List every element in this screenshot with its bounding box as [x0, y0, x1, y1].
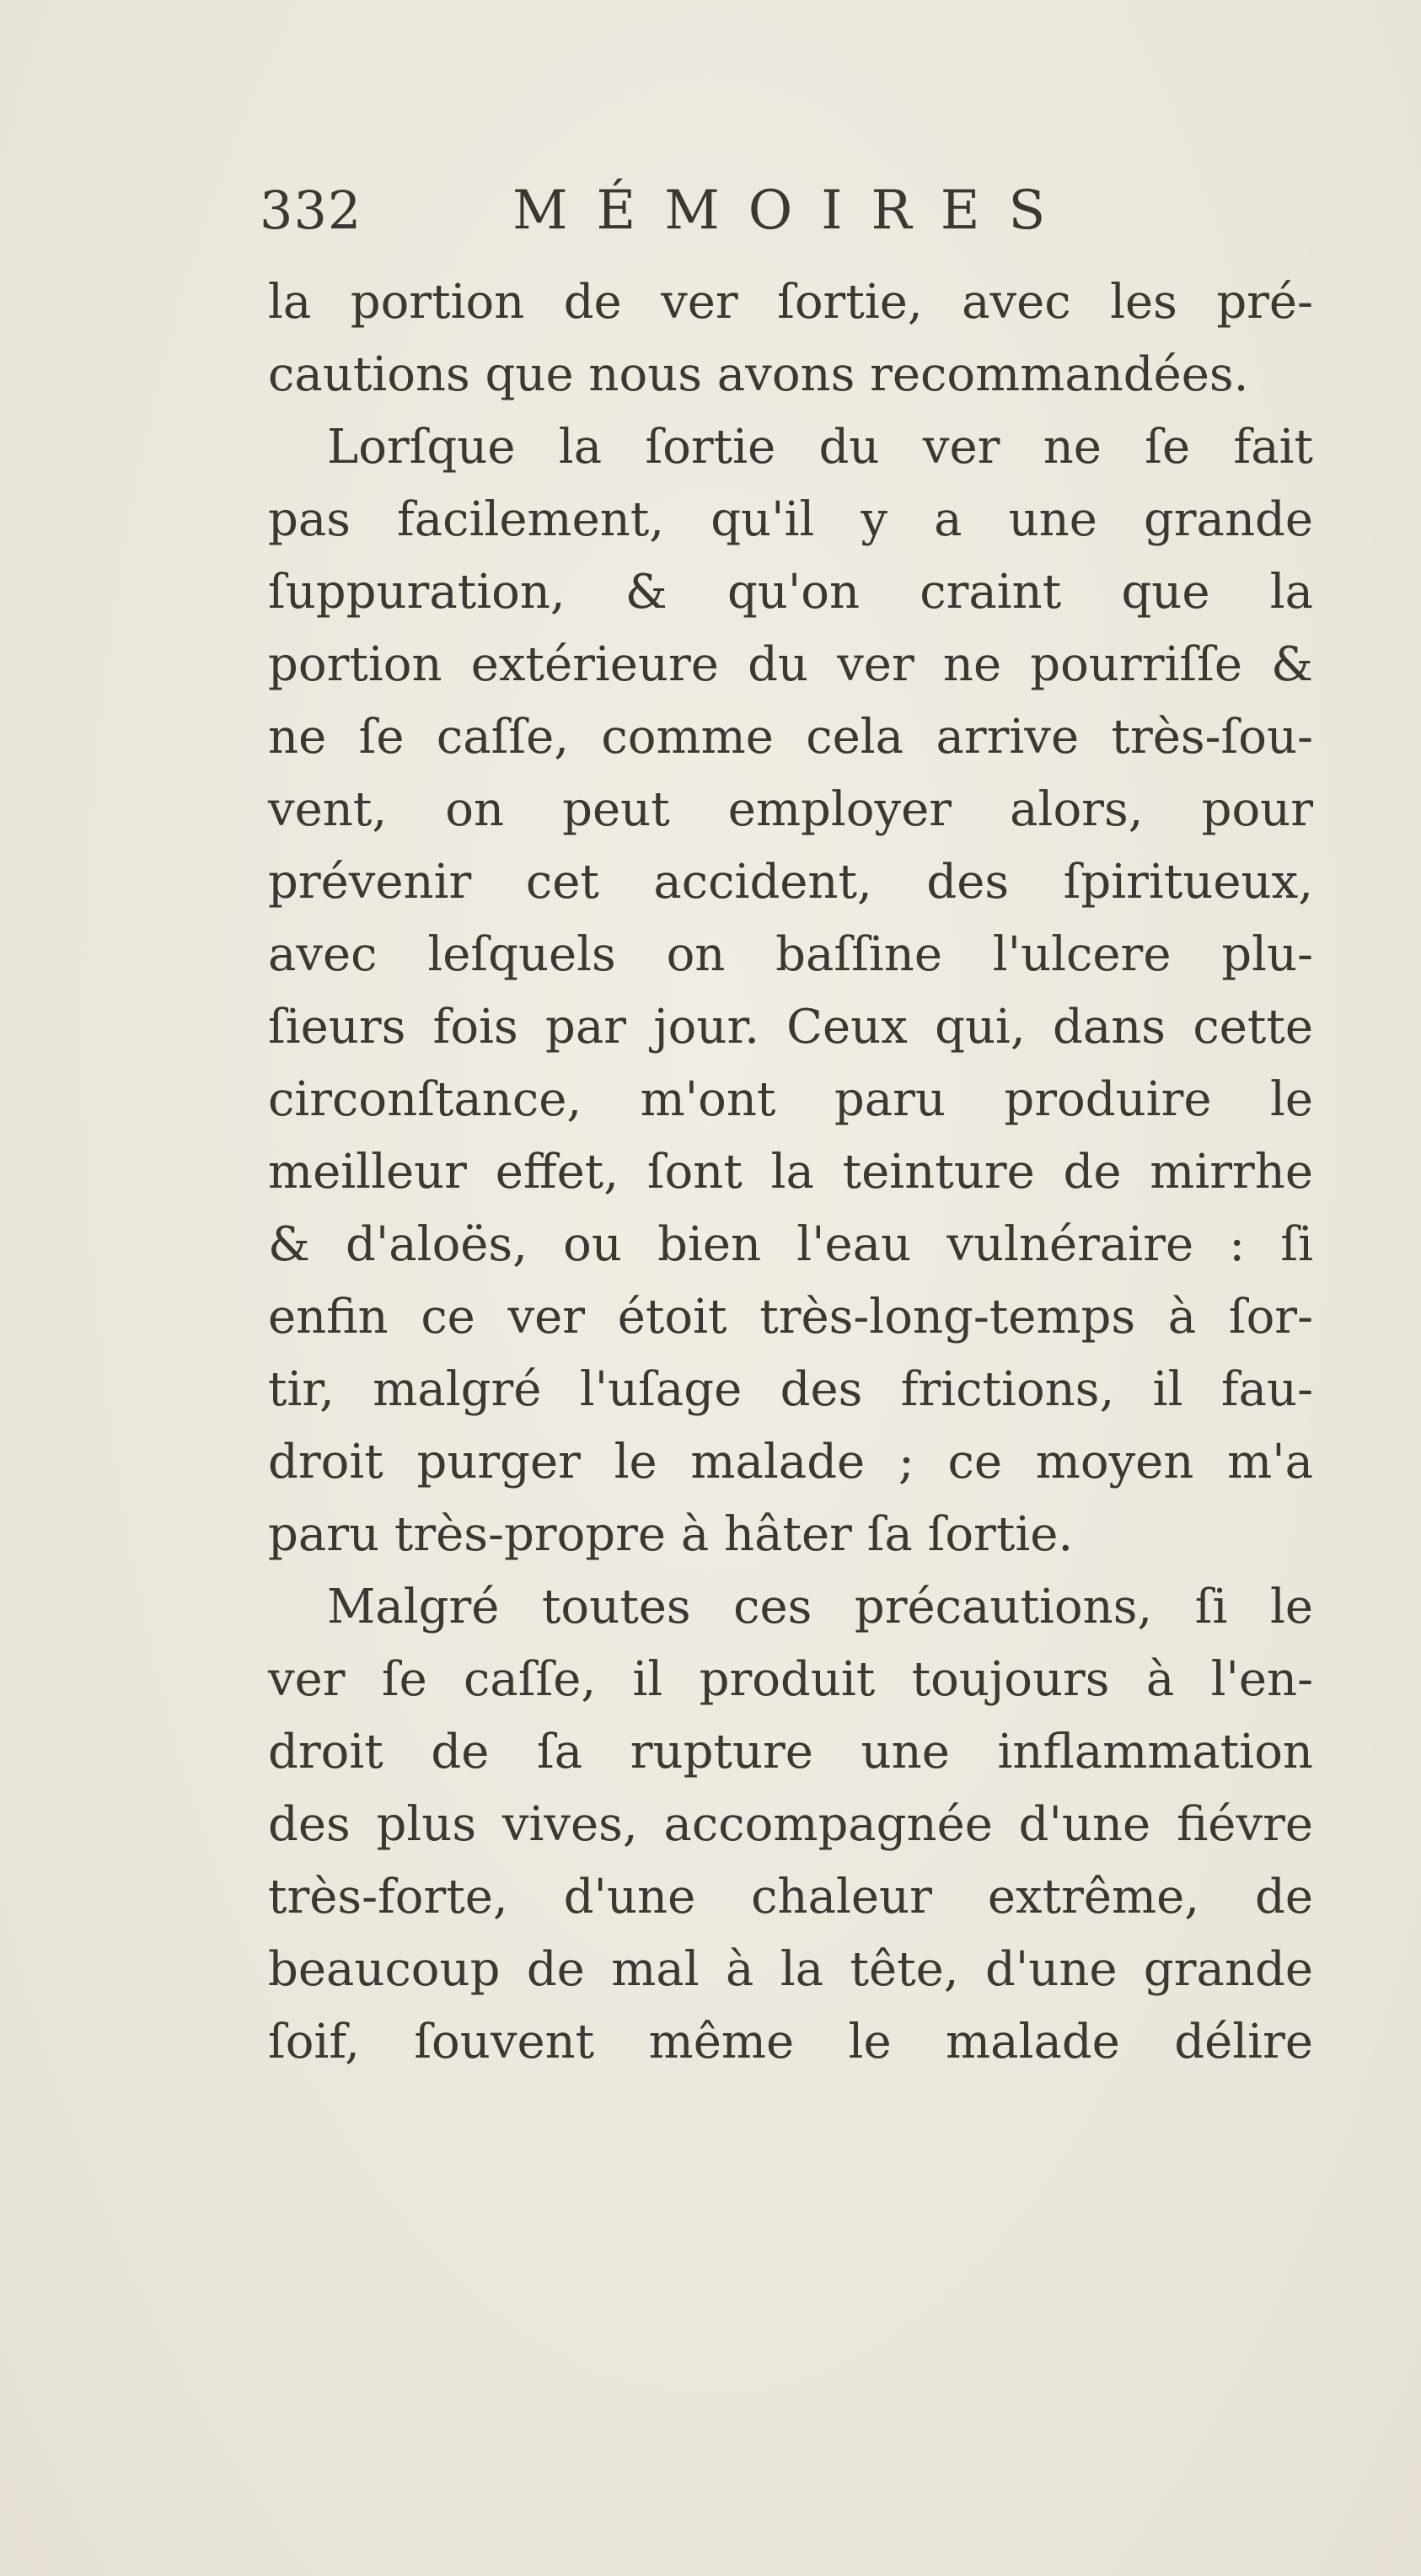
running-head [260, 169, 1322, 253]
text-line: tir, malgré l'uſage des frictions, il fau- [268, 1362, 1313, 1417]
text-line: pas facilement, qu'il y a une grande [268, 492, 1313, 547]
text-line: & d'aloës, ou bien l'eau vulnéraire : ſi [268, 1217, 1313, 1272]
text-line: beaucoup de mal à la tête, d'une grande [268, 1942, 1313, 1997]
text-line: ſoif, ſouvent même le malade délire [268, 2015, 1313, 2069]
text-line: droit purger le malade ; ce moyen m'a [268, 1435, 1313, 1489]
text-line: vent, on peut employer alors, pour [268, 782, 1313, 837]
text-line: droit de ſa rupture une inflammation [268, 1725, 1313, 1779]
text-line: prévenir cet accident, des ſpiritueux, [268, 855, 1313, 910]
paragraph-start-line: Malgré toutes ces précautions, ſi le [327, 1580, 1313, 1634]
running-title: MÉMOIRES [512, 180, 1075, 242]
text-line: des plus vives, accompagnée d'une fiévre [268, 1797, 1313, 1852]
text-line: ſieurs fois par jour. Ceux qui, dans cette [268, 1000, 1313, 1055]
text-line: cautions que nous avons recommandées. [268, 347, 1249, 402]
text-line: meilleur effet, ſont la teinture de mirrhe [268, 1145, 1313, 1199]
text-line: avec leſquels on baſſine l'ulcere plu- [268, 927, 1313, 982]
page-number: 332 [260, 180, 362, 241]
text-line: très-forte, d'une chaleur extrême, de [268, 1870, 1313, 1924]
text-line: la portion de ver ſortie, avec les pré- [268, 275, 1313, 330]
text-line: ver ſe caſſe, il produit toujours à l'en- [268, 1652, 1313, 1707]
text-line: circonſtance, m'ont paru produire le [268, 1072, 1313, 1127]
text-line: portion extérieure du ver ne pourriſſe & [268, 637, 1313, 692]
paragraph-start-line: Lorſque la ſortie du ver ne ſe fait [327, 420, 1313, 475]
text-line: ſuppuration, & qu'on craint que la [268, 565, 1313, 620]
text-line: ne ſe caſſe, comme cela arrive très-ſou- [268, 710, 1313, 765]
text-line: paru très-propre à hâter ſa ſortie. [268, 1507, 1074, 1562]
body-text [268, 266, 1313, 2079]
text-line: enfin ce ver étoit très-long-temps à ſor- [268, 1290, 1313, 1344]
